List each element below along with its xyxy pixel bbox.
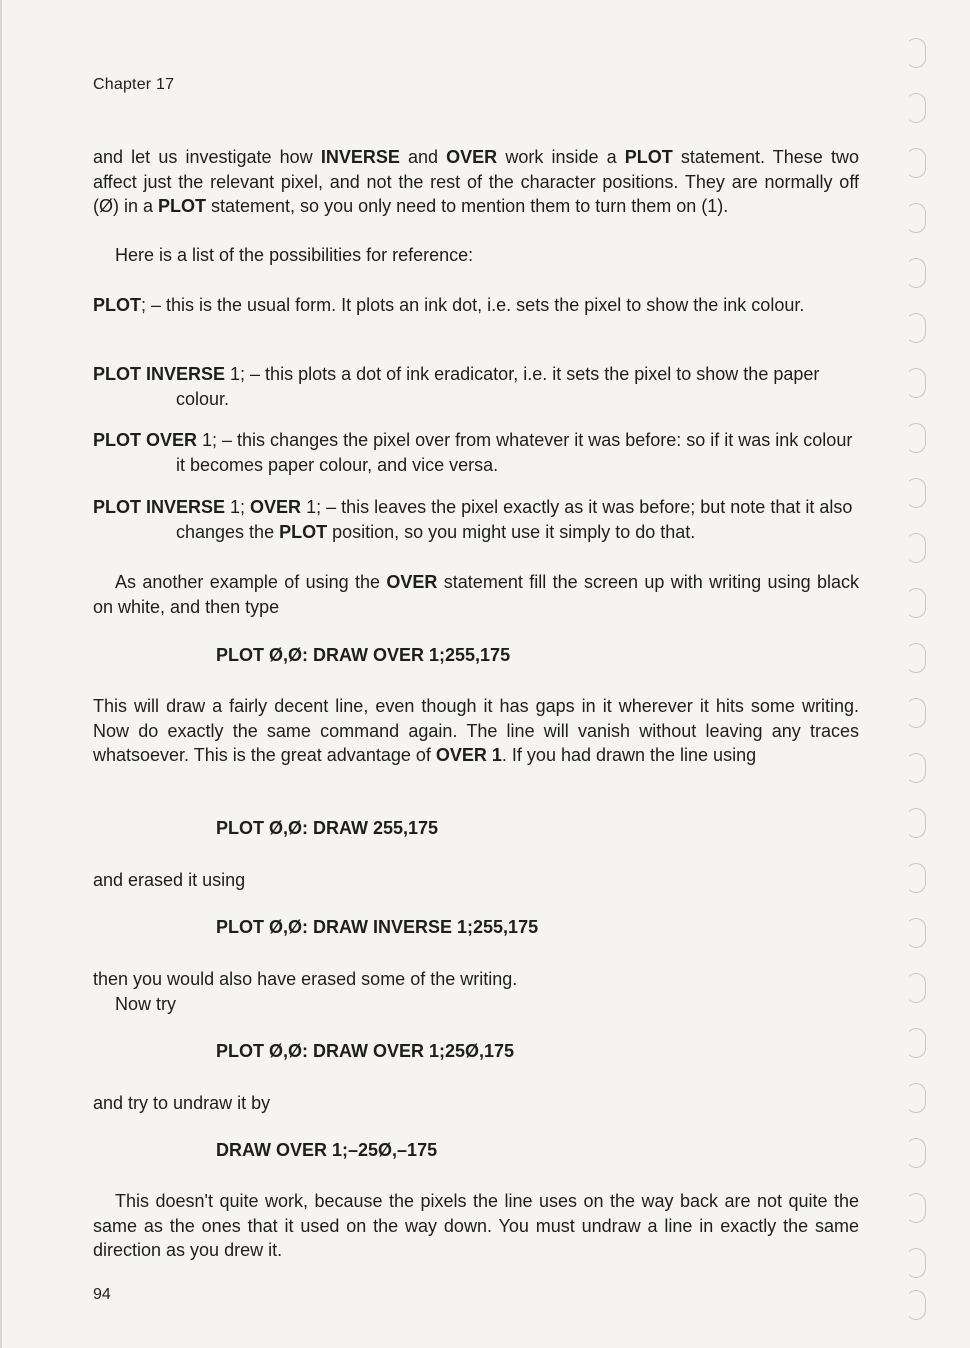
- binder-ring-icon: [906, 1138, 926, 1168]
- binder-ring-icon: [906, 93, 926, 123]
- list-item-plot-over: PLOT OVER 1; – this changes the pixel over from whatever it was before: so if it was ink colour it becomes paper colour, and vice versa.: [93, 430, 853, 475]
- binder-ring-icon: [906, 258, 926, 288]
- list-item-plot-inverse: PLOT INVERSE 1; – this plots a dot of ink eradicator, i.e. it sets the pixel to show the paper colour.: [93, 364, 820, 409]
- paragraph-line-draw: This will draw a fairly decent line, even though it has gaps in it wherever it hits some writing. Now do exactly the same command again. The line will vanish without leaving any traces whatsoever. This is the great advantage of OVER 1. If you had drawn the line using: [93, 696, 859, 766]
- paragraph-conclusion: This doesn't quite work, because the pixels the line uses on the way back are not quite the same as the ones that it used on the way down. You must undraw a line in exactly the same direction as you drew it.: [93, 1191, 859, 1261]
- binder-ring-icon: [906, 973, 926, 1003]
- paragraph-erased-writing: then you would also have erased some of the writing.: [93, 969, 518, 989]
- binder-ring-icon: [906, 1290, 926, 1320]
- binder-ring-icon: [906, 643, 926, 673]
- binder-ring-icon: [906, 478, 926, 508]
- code-line-4: PLOT Ø,Ø: DRAW OVER 1;25Ø,175: [216, 1041, 515, 1061]
- binder-ring-icon: [906, 863, 926, 893]
- page-number: 94: [93, 1286, 111, 1303]
- binder-ring-icon: [906, 313, 926, 343]
- page-edge: [0, 0, 2, 1348]
- binder-ring-icon: [906, 918, 926, 948]
- binder-ring-icon: [906, 753, 926, 783]
- binder-ring-icon: [906, 1193, 926, 1223]
- paragraph-over-example: As another example of using the OVER statement fill the screen up with writing using black on white, and then type: [93, 572, 859, 617]
- binder-ring-icon: [906, 698, 926, 728]
- binder-rings: [898, 28, 948, 1328]
- binder-ring-icon: [906, 203, 926, 233]
- paragraph-undraw: and try to undraw it by: [93, 1093, 271, 1113]
- paragraph-erased: and erased it using: [93, 870, 246, 890]
- binder-ring-icon: [906, 1028, 926, 1058]
- binder-ring-icon: [906, 38, 926, 68]
- binder-ring-icon: [906, 588, 926, 618]
- binder-ring-icon: [906, 808, 926, 838]
- binder-ring-icon: [906, 1248, 926, 1278]
- binder-ring-icon: [906, 423, 926, 453]
- binder-ring-icon: [906, 368, 926, 398]
- binder-ring-icon: [906, 533, 926, 563]
- code-line-5: DRAW OVER 1;–25Ø,–175: [216, 1140, 438, 1160]
- binder-ring-icon: [906, 148, 926, 178]
- chapter-header: Chapter 17: [93, 76, 175, 93]
- paragraph-intro: and let us investigate how INVERSE and OVER work inside a PLOT statement. These two affect just the relevant pixel, and not the rest of the character positions. They are normally off (Ø) in a PLOT statement, so you only need to mention them to turn them on (1).: [93, 147, 859, 217]
- code-line-1: PLOT Ø,Ø: DRAW OVER 1;255,175: [216, 645, 511, 665]
- paragraph-now-try: Now try: [115, 994, 177, 1014]
- code-line-2: PLOT Ø,Ø: DRAW 255,175: [216, 818, 439, 838]
- binder-ring-icon: [906, 1083, 926, 1113]
- paragraph-list-intro: Here is a list of the possibilities for reference:: [115, 245, 474, 265]
- code-line-3: PLOT Ø,Ø: DRAW INVERSE 1;255,175: [216, 917, 539, 937]
- list-item-plot: PLOT; – this is the usual form. It plots an ink dot, i.e. sets the pixel to show the ink colour.: [93, 295, 805, 315]
- list-item-plot-inverse-over: PLOT INVERSE 1; OVER 1; – this leaves the pixel exactly as it was before; but note that it also changes the PLOT position, so you might use it simply to do that.: [93, 497, 853, 542]
